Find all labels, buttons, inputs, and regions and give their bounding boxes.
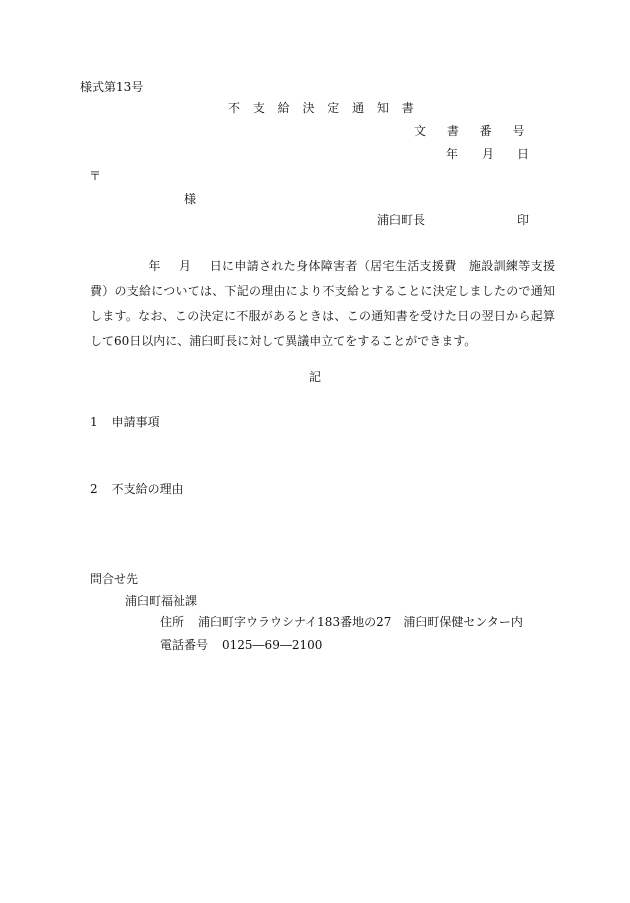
item-label: 不支給の理由 (111, 482, 184, 496)
recipient-suffix: 様 (184, 192, 197, 206)
contact-address (160, 616, 523, 628)
body-month: 月 (178, 259, 192, 273)
ki-heading: 記 (309, 370, 322, 384)
item-application-matter (90, 416, 160, 428)
date-year-label: 年 (446, 147, 459, 161)
issuer-name: 浦臼町長 (377, 213, 426, 227)
date-month-label: 月 (482, 147, 495, 161)
contact-heading: 問合せ先 (90, 572, 139, 586)
body-year: 年 (148, 259, 161, 273)
contact-phone (160, 639, 322, 651)
contact-department: 浦臼町福祉課 (125, 594, 198, 608)
address-value: 浦臼町字ウラウシナイ183番地の27 浦臼町保健センター内 (198, 615, 523, 629)
notice-body (90, 254, 555, 354)
item-number: 2 (90, 482, 98, 496)
item-number: 1 (90, 415, 98, 429)
date-day-label: 日 (517, 147, 530, 161)
phone-label: 電話番号 (160, 638, 209, 652)
phone-value: 0125―69―2100 (222, 638, 323, 652)
body-text: 日に申請された身体障害者（居宅生活支援費 施設訓練等支援費）の支給については、下記の理由により不支給とすることに決定しましたので通知します。なお、この決定に不服があるときは、この通知書を受けた日の翌日から起算して60日以内に、浦臼町長に対して異議申立てをすることができます。 (90, 259, 555, 348)
issuer-seal: 印 (517, 213, 530, 227)
page-title: 不 支 給 決 定 通 知 書 (228, 101, 414, 115)
postal-mark: 〒 (89, 169, 102, 183)
item-label: 申請事項 (111, 415, 160, 429)
form-number: 様式第13号 (80, 80, 144, 94)
address-label: 住所 (160, 615, 185, 629)
item-denial-reason (90, 483, 184, 495)
document-number-label: 文 書 番 号 (414, 124, 525, 138)
